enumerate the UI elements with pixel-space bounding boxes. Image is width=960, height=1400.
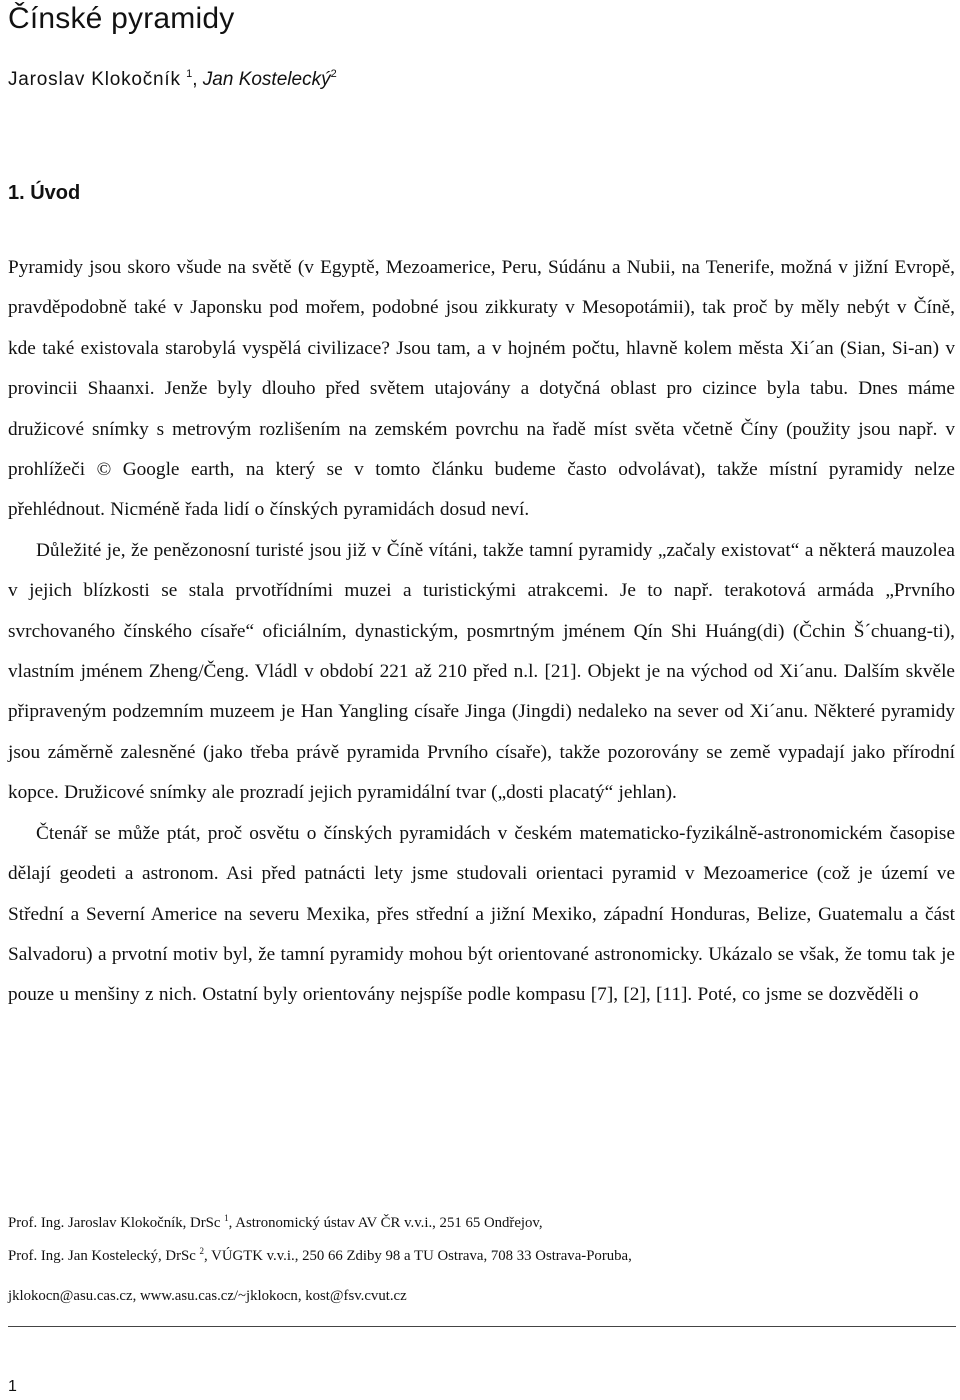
contact-links [8, 1288, 407, 1305]
author-2-name: Jan Kostelecký [202, 69, 331, 90]
paragraph-2: Důležité je, že penězonosní turisté jsou již v Číně vítáni, takže tamní pyramidy „začaly existovat“ a některá mauzolea v jejich blízkosti se stala prvotřídními muzei a turistickými atrakcemi. Je to např. terakotová armáda „Prvního svrchovaného čínského císaře“ oficiálním, dynastickým, posmrtným jménem Qín Shi Huáng(di) (Čchin Š´chuang-ti), vlastním jménem Zheng/Čeng. Vládl v období 221 až 210 před n.l. [21]. Objekt je na východ od Xi´anu. Dalším skvěle připraveným podzemním muzeem je Han Yangling císaře Jinga (Jingdi) nedaleko na sever od Xi´anu. Některé pyramidy jsou záměrně zalesněné (jako třeba právě pyramida Prvního císaře), takže pozorovány se země vypadají jako přírodní kopce. Družicové snímky ale prozradí jejich pyramidální tvar („dosti placatý“ jehlan). [8, 539, 955, 804]
footer-divider [8, 1326, 956, 1327]
author-line [8, 68, 337, 91]
affiliation-2 [8, 1246, 632, 1265]
affiliation-1-name: Prof. Ing. Jaroslav Klokočník, DrSc [8, 1215, 225, 1231]
affiliation-2-mark: 2 [199, 1246, 204, 1256]
author-1-mark: 1 [186, 68, 193, 80]
affiliation-2-name: Prof. Ing. Jan Kostelecký, DrSc [8, 1248, 200, 1264]
affiliation-1-address: , Astronomický ústav AV ČR v.v.i., 251 65 Ondřejov, [228, 1215, 543, 1231]
document-title: Čínské pyramidy [8, 2, 235, 35]
paragraph-3: Čtenář se může ptát, proč osvětu o čínských pyramidách v českém matematicko-fyzikálně-astronomickém časopise dělají geodeti a astronom. Asi před patnácti lety jsme studovali orientaci pyramid v Mezoamerice (což je území ve Střední a Severní Americe na severu Mexika, přes střední a jižní Mexiko, západní Honduras, Belize, Guatemalu a část Salvadoru) a prvotní motiv byl, že tamní pyramidy mohou být orientované astronomicky. Ukázalo se však, že tomu tak je pouze u menšiny z nich. Ostatní byly orientovány nejspíše podle kompasu [7], [2], [11]. Poté, co jsme se dozvěděli o [8, 822, 955, 1006]
website-link[interactable]: www.asu.cas.cz/~jklokocn [139, 1288, 298, 1304]
paragraph-1: Pyramidy jsou skoro všude na světě (v Egyptě, Mezoamerice, Peru, Súdánu a Nubii, na Tenerife, možná v jižní Evropě, pravděpodobně také v Japonsku pod mořem, podobné jsou zikkuraty v Mesopotámii), tak proč by měly nebýt v Číně, kde také existovala starobylá vyspělá civilizace? Jsou tam, a v hojném počtu, hlavně kolem města Xi´an (Sian, Si-an) v provincii Shaanxi. Jenže byly dlouho před světem utajovány a dotyčná oblast pro cizince byla tabu. Dnes máme družicové snímky s metrovým rozlišením na zemském povrchu na řadě míst světa včetně Číny (použity jsou např. v prohlížeči © Google earth, na který se v tomto článku budeme často odvolávat), takže místní pyramidy nelze přehlédnout. Nicméně řada lidí o čínských pyramidách dosud neví. [8, 257, 955, 521]
body-text [8, 248, 955, 1016]
affiliation-1 [8, 1213, 543, 1232]
author-2-mark: 2 [330, 68, 337, 80]
email-link-kostelecky[interactable]: kost@fsv.cvut.cz [305, 1288, 407, 1304]
author-separator: , [192, 69, 203, 90]
page-number: 1 [8, 1378, 17, 1395]
affiliation-2-address: , VÚGTK v.v.i., 250 66 Zdiby 98 a TU Ostrava, 708 33 Ostrava-Poruba, [204, 1248, 632, 1264]
link-separator: , [132, 1288, 140, 1304]
link-separator: , [297, 1288, 306, 1304]
section-heading: 1. Úvod [8, 182, 81, 204]
author-1-name: Jaroslav Klokočník [8, 69, 181, 90]
email-link-klokocnik[interactable]: jklokocn@asu.cas.cz [8, 1288, 133, 1304]
affiliation-1-mark: 1 [224, 1213, 229, 1223]
